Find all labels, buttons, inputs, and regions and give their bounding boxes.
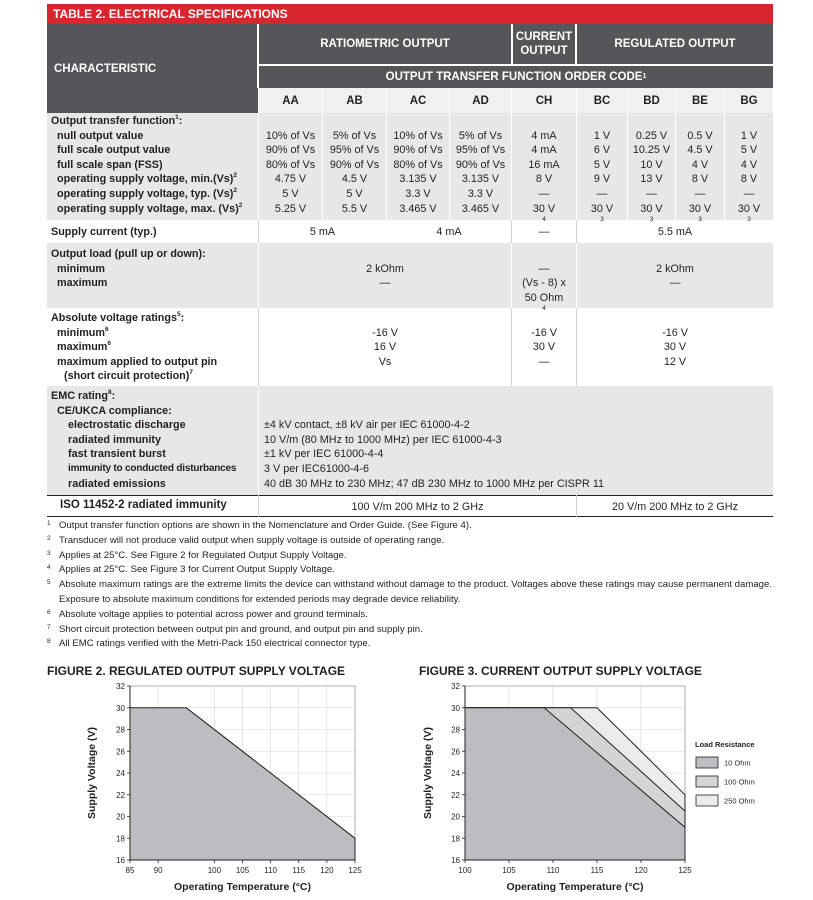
cell: 0.25 V (635, 129, 668, 142)
ratiometric-header-label: RATIOMETRIC OUTPUT (320, 38, 450, 50)
y-axis-label: Supply Voltage (V) (86, 727, 98, 819)
cell: — (743, 187, 755, 200)
legend-title: Load Resistance (695, 740, 755, 749)
footnote-text: Transducer will not produce valid output when supply voltage is outside of operating range. (59, 534, 445, 546)
x-tick-label: 125 (348, 866, 362, 875)
cell: 16 mA (528, 158, 560, 171)
order-code-sup: 1 (642, 73, 647, 80)
cell: 8 V (691, 173, 709, 186)
footnote (47, 608, 777, 623)
cell: 3.465 V (399, 202, 437, 215)
absolute-title-text: Absolute voltage ratings (51, 312, 177, 324)
cell: 4 V (740, 158, 758, 171)
cell: 4.5 V (341, 173, 368, 186)
transfer-title-sup: 1 (175, 114, 179, 121)
cell: 9 V (593, 173, 611, 186)
cell: (Vs - 8) x (522, 277, 566, 290)
row-supply-min (51, 172, 242, 187)
col-BC-values (577, 129, 627, 231)
x-tick-label: 110 (546, 866, 560, 875)
cell: 90% of Vs (455, 158, 506, 171)
emc-value: 3 V per IEC61000-4-6 (264, 462, 370, 475)
cell-sup: 3 (649, 216, 654, 224)
supply-current-ab: 5 mA (309, 226, 336, 238)
cell-text: 30 V (590, 202, 614, 215)
load-current (512, 262, 576, 320)
row-full-scale-output-text: full scale output value (57, 144, 171, 157)
cell: 95% of Vs (329, 144, 380, 157)
figure3-title: FIGURE 3. CURRENT OUTPUT SUPPLY VOLTAGE (419, 664, 702, 678)
y-tick-label: 30 (116, 703, 125, 713)
absolute-ratiometric (259, 326, 511, 370)
code-CH: CH (512, 88, 576, 113)
code-AD: AD (450, 88, 511, 113)
cell: 90% of Vs (393, 144, 443, 157)
x-axis-label: Operating Temperature (°C) (173, 881, 312, 893)
cell: 10% of Vs (265, 129, 316, 142)
cell: 5 V (593, 158, 611, 171)
cell-text: 30 V (532, 202, 556, 215)
cell: 3.3 V (405, 187, 431, 200)
absolute-title (51, 312, 184, 324)
y-tick-label: 24 (116, 769, 125, 778)
y-tick-label: 18 (451, 834, 460, 844)
row-full-scale-output (51, 143, 242, 158)
cell: 3.3 V (467, 187, 494, 200)
load-maximum-label: maximum (57, 277, 108, 290)
table-title: TABLE 2. ELECTRICAL SPECIFICATIONS (47, 4, 773, 24)
cell: 5 V (346, 187, 363, 200)
cell: 4.75 V (274, 173, 307, 186)
col-CH-values (512, 129, 576, 231)
y-tick-label: 16 (116, 856, 125, 865)
cell-text: 30 V (640, 202, 663, 215)
y-tick-label: 26 (116, 747, 125, 757)
cell-sup: 4 (542, 305, 546, 313)
x-tick-label: 110 (264, 866, 278, 875)
regulated-header-label: REGULATED OUTPUT (614, 38, 736, 50)
footnote-text: Applies at 25°C. See Figure 2 for Regulated Output Supply Voltage. (59, 549, 347, 561)
supply-current-cd: 4 mA (436, 226, 462, 238)
footnotes (47, 519, 777, 652)
footnote-text: Absolute maximum ratings are the extreme limits the device can withstand without damage to the product. Voltages above these ratings may cause permanent damage. Exposure to absolute maximum conditions for extended periods may degrade device reliability. (59, 579, 772, 605)
cell: 0.5 V (687, 129, 713, 142)
cell: 8 V (535, 173, 553, 186)
footnote (47, 534, 777, 549)
x-tick-label: 100 (458, 866, 472, 875)
cell-sup: 4 (542, 216, 546, 224)
cell: 5 V (282, 187, 299, 200)
cell: Vs (378, 355, 392, 368)
emc-values (264, 418, 604, 491)
absolute-maximum-text: maximum (57, 341, 108, 354)
footnote-text: Output transfer function options are shown in the Nomenclature and Order Guide. (See Figure 4). (59, 520, 472, 531)
cell: — (538, 355, 550, 368)
x-tick-label: 125 (678, 866, 692, 875)
cell: 5% of Vs (332, 129, 377, 142)
iso-left-value: 100 V/m 200 MHz to 2 GHz (351, 501, 484, 513)
footnote-number: 5 (47, 579, 51, 587)
row-supply-min-text: operating supply voltage, min.(Vs) (57, 173, 234, 186)
row-supply-max (51, 202, 242, 217)
legend-swatch (696, 757, 718, 768)
characteristic-header-label: CHARACTERISTIC (54, 62, 157, 75)
cell: 5.5 V (341, 202, 368, 215)
footnote-number: 7 (47, 623, 51, 631)
cell: 12 V (663, 355, 687, 368)
supply-current-ch: — (538, 226, 550, 238)
y-axis-label: Supply Voltage (V) (422, 727, 434, 819)
cell-text: 30 V (737, 202, 761, 215)
cell: 90% of Vs (265, 144, 316, 157)
emc-label: radiated emissions (68, 477, 166, 490)
code-BD: BD (628, 88, 675, 113)
code-AB: AB (323, 88, 386, 113)
footnote-number: 6 (47, 608, 51, 616)
cell: 95% of Vs (455, 144, 506, 157)
cell (512, 291, 576, 320)
cell: 10 V (640, 158, 663, 171)
emc-title-sup: 8 (107, 389, 112, 396)
current-header-line2: OUTPUT (520, 45, 568, 57)
emc-label: radiated immunity (68, 433, 161, 446)
footnote (47, 623, 777, 638)
emc-title (51, 390, 115, 402)
col-AC-values (387, 129, 449, 217)
legend-swatch (696, 776, 718, 787)
code-BG: BG (725, 88, 773, 113)
col-AA-values (259, 129, 322, 217)
footnote-number: 8 (47, 638, 51, 646)
transfer-title-text: Output transfer function (51, 115, 176, 127)
legend-swatch (696, 795, 718, 806)
footnote-number: 2 (47, 534, 51, 542)
cell: -16 V (372, 326, 398, 339)
absolute-short (51, 369, 217, 384)
x-tick-label: 105 (502, 866, 516, 875)
absolute-minimum (51, 326, 217, 341)
figure2-chart (75, 678, 375, 900)
cell: 5 V (740, 144, 758, 157)
code-BC: BC (577, 88, 627, 113)
col-BE-values (676, 129, 724, 231)
cell-text: 30 V (688, 202, 712, 215)
row-supply-max-sup: 2 (238, 201, 243, 209)
absolute-short-text: (short circuit protection) (64, 370, 190, 383)
current-output-header (512, 24, 576, 64)
cell: 10% of Vs (393, 129, 443, 142)
row-full-scale-span-text: full scale span (FSS) (57, 158, 163, 171)
cell: 1 V (740, 129, 758, 142)
footnote (47, 578, 777, 608)
figure3-chart (415, 678, 795, 900)
cell: 13 V (640, 173, 663, 186)
cell: 2 kOhm (366, 262, 404, 275)
cell: 5% of Vs (458, 129, 503, 142)
cell: 80% of Vs (265, 158, 316, 171)
cell: — (596, 187, 608, 200)
cell: 4 mA (531, 129, 557, 142)
emc-value: 40 dB 30 MHz to 230 MHz; 47 dB 230 MHz to 1000 MHz per CISPR 11 (264, 477, 605, 490)
order-code-label: OUTPUT TRANSFER FUNCTION ORDER CODE (385, 71, 643, 83)
cell: 3.135 V (461, 173, 500, 186)
footnote (47, 637, 777, 652)
cell-sup: 3 (600, 216, 604, 224)
y-tick-label: 22 (451, 790, 460, 800)
cell: 10.25 V (632, 144, 671, 157)
code-AA: AA (259, 88, 322, 113)
row-supply-typ-text: operating supply voltage, typ. (Vs) (57, 187, 234, 200)
cell: 16 V (373, 341, 397, 354)
cell: — (646, 187, 657, 200)
cell: 5.25 V (274, 202, 307, 215)
cell-sup: 3 (747, 216, 751, 224)
absolute-short-sup: 7 (189, 369, 193, 377)
footnote-number: 1 (47, 520, 51, 527)
cell: 3.465 V (461, 202, 500, 215)
emc-value: ±1 kV per IEC 61000-4-4 (264, 448, 384, 461)
cell: 2 kOhm (656, 262, 694, 275)
load-regulated (577, 262, 773, 291)
footnote (47, 563, 777, 578)
footnote-number: 3 (47, 549, 51, 557)
emc-label: immunity to conducted disturbances (68, 462, 237, 474)
row-null-output (51, 129, 242, 144)
footnote-text: Absolute voltage applies to potential across power and ground terminals. (59, 608, 368, 620)
order-code-header (259, 65, 773, 88)
absolute-maximum (51, 340, 217, 355)
load-ratiometric (259, 262, 511, 291)
regulated-output-header (577, 24, 773, 64)
y-tick-label: 22 (116, 790, 125, 800)
absolute-minimum-sup: 6 (105, 325, 109, 333)
cell: 80% of Vs (393, 158, 443, 171)
emc-title-text: EMC rating (51, 390, 108, 402)
y-tick-label: 20 (116, 812, 125, 822)
absolute-current (512, 326, 576, 370)
ratiometric-header (259, 24, 511, 64)
cell: 1 V (593, 129, 611, 142)
y-tick-label: 24 (451, 769, 460, 778)
y-tick-label: 28 (451, 725, 460, 735)
transfer-title (51, 115, 182, 127)
emc-ce-label: CE/UKCA compliance: (57, 404, 172, 417)
legend-label: 10 Ohm (724, 758, 751, 768)
code-BE: BE (676, 88, 724, 113)
y-tick-label: 32 (451, 682, 460, 691)
emc-label: electrostatic discharge (68, 419, 186, 432)
legend-label: 250 Ohm (724, 796, 755, 806)
col-BG-values (725, 129, 773, 231)
col-BD-values (628, 129, 675, 231)
y-tick-label: 28 (116, 725, 125, 735)
row-null-output-text: null output value (57, 129, 144, 142)
cell: 4 mA (531, 144, 557, 157)
col-divider (258, 386, 259, 495)
cell: -16 V (531, 326, 557, 339)
row-supply-typ (51, 187, 242, 202)
y-tick-label: 32 (116, 682, 125, 691)
cell: 30 V (663, 341, 687, 354)
cell: — (379, 277, 391, 290)
absolute-maximum-sup: 6 (107, 340, 112, 348)
cell: — (694, 187, 706, 200)
x-tick-label: 115 (590, 866, 604, 875)
cell: — (669, 277, 681, 290)
row-supply-typ-sup: 2 (233, 186, 237, 194)
y-tick-label: 16 (451, 856, 460, 865)
footnote-text: Applies at 25°C. See Figure 3 for Current Output Supply Voltage. (59, 564, 335, 576)
x-tick-label: 115 (292, 866, 306, 875)
y-tick-label: 18 (116, 834, 125, 844)
cell-sup: 3 (698, 216, 702, 224)
load-minimum-label: minimum (57, 262, 105, 275)
x-tick-label: 90 (153, 866, 163, 875)
x-axis-label: Operating Temperature (°C) (506, 881, 644, 893)
cell: — (538, 262, 550, 275)
emc-value: ±4 kV contact, ±8 kV air per IEC 61000-4-2 (264, 419, 470, 432)
cell: 90% of Vs (329, 158, 380, 171)
emc-title-colon: : (111, 390, 116, 402)
row-supply-min-sup: 2 (233, 172, 237, 180)
load-title: Output load (pull up or down): (51, 248, 206, 260)
emc-labels (51, 389, 236, 491)
x-tick-label: 105 (235, 866, 250, 875)
absolute-title-colon: : (180, 312, 185, 324)
iso-right-value: 20 V/m 200 MHz to 2 GHz (611, 501, 738, 513)
absolute-minimum-text: minimum (57, 326, 105, 339)
col-AD-values (450, 129, 511, 217)
transfer-title-colon: : (178, 115, 183, 127)
y-tick-label: 30 (451, 703, 460, 713)
cell: 3.135 V (399, 173, 437, 186)
y-tick-label: 26 (451, 747, 460, 757)
cell: 4.5 V (687, 144, 713, 157)
cell: 8 V (740, 173, 758, 186)
x-tick-label: 120 (320, 866, 334, 875)
cell: — (538, 187, 550, 200)
footnote-number: 4 (47, 564, 51, 572)
x-tick-label: 85 (125, 866, 135, 875)
footnote-text: All EMC ratings verified with the Metri-Pack 150 electrical connector type. (59, 638, 371, 650)
emc-label: fast transient burst (68, 448, 166, 461)
absolute-title-sup: 5 (176, 311, 181, 318)
cell: 6 V (593, 144, 611, 157)
absolute-regulated (577, 326, 773, 370)
x-tick-label: 100 (207, 866, 222, 875)
cell: -16 V (662, 326, 688, 339)
y-tick-label: 20 (451, 812, 460, 822)
supply-current-regulated: 5.5 mA (657, 226, 693, 238)
code-AC: AC (387, 88, 449, 113)
emc-value: 10 V/m (80 MHz to 1000 MHz) per IEC 61000-4-3 (264, 433, 502, 446)
supply-current-label: Supply current (typ.) (51, 226, 157, 238)
footnote (47, 519, 777, 534)
col-AB-values (323, 129, 386, 217)
absolute-labels (51, 311, 217, 384)
cell: 30 V (532, 341, 556, 354)
footnote-text: Short circuit protection between output pin and ground, and output pin and supply pin. (59, 623, 423, 635)
absolute-applied: maximum applied to output pin (57, 355, 218, 368)
cell-text: 50 Ohm (524, 291, 564, 304)
load-labels (51, 247, 206, 291)
current-header-line1: CURRENT (515, 31, 573, 43)
codes-left-spacer (47, 88, 258, 113)
footnote (47, 549, 777, 564)
x-tick-label: 120 (634, 866, 648, 875)
cell: 4 V (691, 158, 709, 171)
row-full-scale-span (51, 158, 242, 173)
transfer-labels (51, 114, 242, 216)
legend-label: 100 Ohm (724, 777, 755, 787)
figure2-title: FIGURE 2. REGULATED OUTPUT SUPPLY VOLTAGE (47, 664, 346, 678)
iso-label: ISO 11452-2 radiated immunity (60, 499, 227, 511)
row-supply-max-text: operating supply voltage, max. (Vs) (57, 202, 239, 215)
